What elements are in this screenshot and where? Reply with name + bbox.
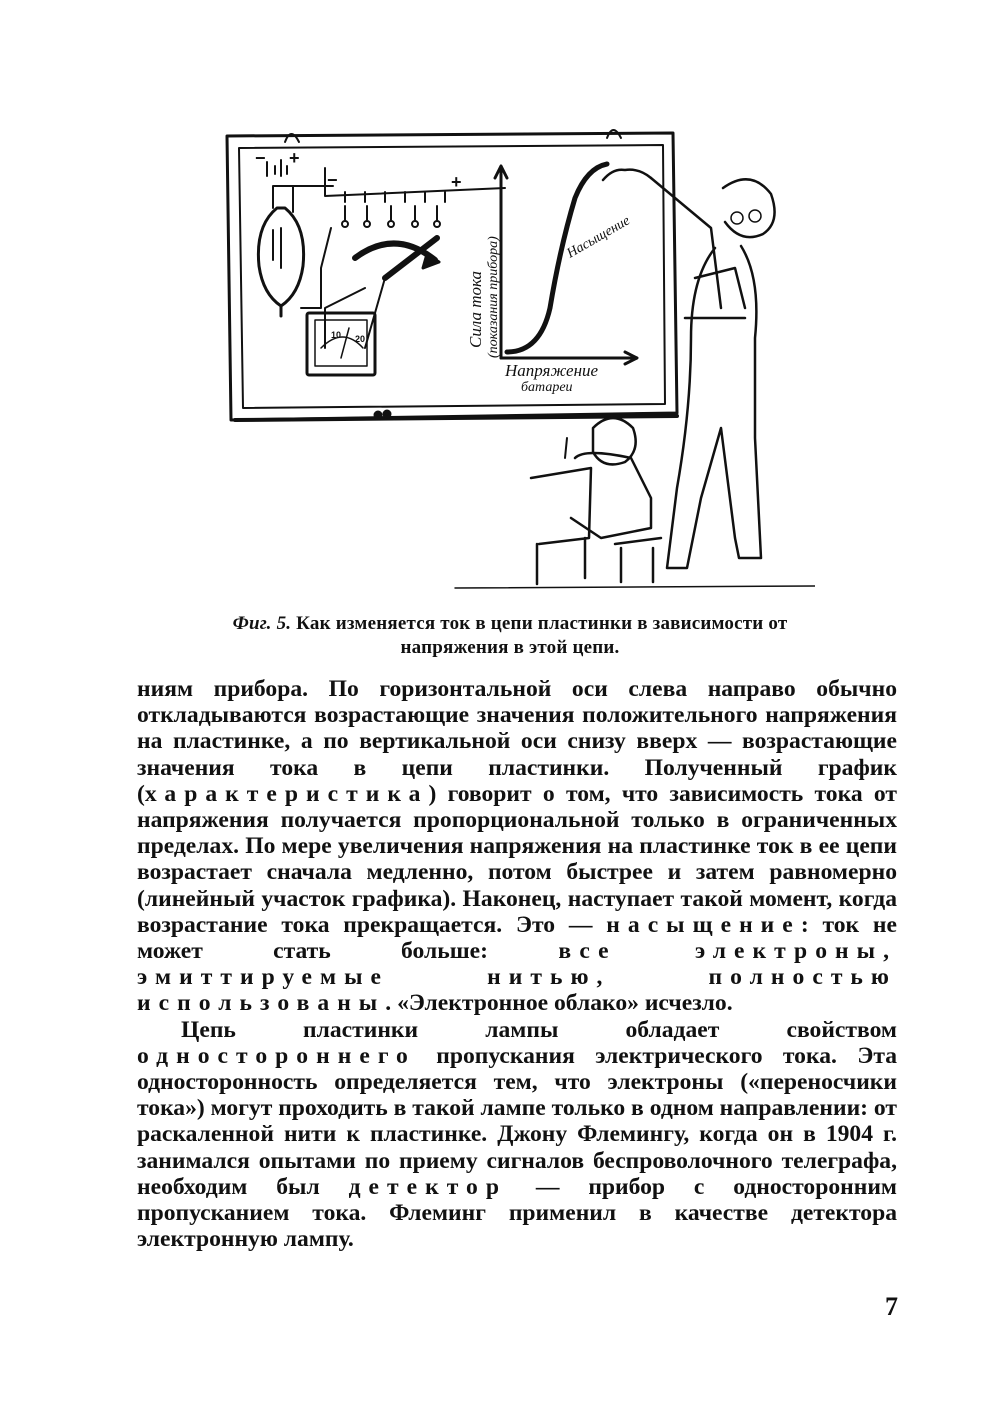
emphasis-detector: детектор xyxy=(348,1173,508,1200)
graph-ylabel-line1: Сила тока xyxy=(466,270,485,348)
figure-illustration xyxy=(215,108,815,608)
vacuum-tube-drawing xyxy=(258,186,333,316)
paragraph-1-text: : ток не может стать больше: xyxy=(137,911,897,965)
paragraph-1-text: ) говорит о том, что зависимость тока от напряжения получается пропорциональной только в ограниченных пределах. По мере увеличения напряжения на пластинке ток в ее цепи возрастает сначала медленно, потом быстрее и затем равномерно (линейный участок графика). Наконец, наступает такой момент, когда возрастание тока прекращается. Это — xyxy=(137,780,897,938)
circuit-plus-label-2: + xyxy=(451,172,462,192)
paragraph-1 xyxy=(137,676,897,1017)
paragraph-2-text: — прибор с односторонним пропусканием тока. Флеминг применил в качестве детектора электронную лампу. xyxy=(137,1173,897,1253)
graph-curve-label: Насыщение xyxy=(564,213,633,262)
figure-caption xyxy=(220,612,800,660)
student-drawing xyxy=(531,418,661,584)
meter-tick-10: 10 xyxy=(331,330,342,340)
page-number: 7 xyxy=(885,1292,898,1321)
paragraph-2 xyxy=(137,1017,897,1253)
graph-axes xyxy=(495,166,637,364)
battery-drawing xyxy=(267,160,505,227)
paragraph-2-text: Цепь пластинки лампы обладает свойством xyxy=(181,1016,897,1043)
circuit-plus-label: + xyxy=(289,148,300,168)
body-text xyxy=(137,676,897,1252)
circuit-minus-label-2: − xyxy=(255,148,266,168)
characteristic-curve xyxy=(507,164,607,352)
emphasis-characteristic: характеристика xyxy=(144,780,429,807)
circuit-minus-label: − xyxy=(327,170,338,190)
graph-ylabel-line2: (показания прибора) xyxy=(486,236,501,358)
emphasis-saturation: насыщение xyxy=(606,911,801,938)
paragraph-2-text: пропускания электрического тока. Эта односторонность определяется тем, что электроны («переносчики тока») могут проходить в такой лампе только в одном направлении: от раскаленной нити к пластинке. Джону Флемингу, когда он в 1904 г. занимался опытами по приему сигналов беспроволочного телеграфа, необходим был xyxy=(137,1042,898,1200)
paragraph-1-text: ниям прибора. По горизонтальной оси слева направо обычно откладываются возрастающие значения положительного напряжения на пластинке, а по вертикальной оси снизу вверх — возрастающие значения тока в цепи пластинки. Полученный график ( xyxy=(137,676,897,807)
figure-caption-text: Как изменяется ток в цепи пластинки в зависимости от напряжения в этой цепи. xyxy=(291,613,788,658)
teacher-drawing xyxy=(603,170,775,568)
ammeter-drawing xyxy=(307,313,375,375)
graph-xlabel-line2: батареи xyxy=(521,380,573,395)
rheostat-switch-drawing xyxy=(325,238,439,348)
emphasis-electrons-used: все электроны, эмиттируемые нитью, полностью использованы xyxy=(137,938,898,1017)
emphasis-one-way: одностороннего xyxy=(137,1042,416,1069)
graph-xlabel-line1: Напряжение xyxy=(505,361,599,380)
figure-label: Фиг. 5. xyxy=(232,613,292,634)
meter-tick-20: 20 xyxy=(355,334,366,344)
paragraph-1-text: . «Электронное облако» исчезло. xyxy=(385,990,733,1017)
